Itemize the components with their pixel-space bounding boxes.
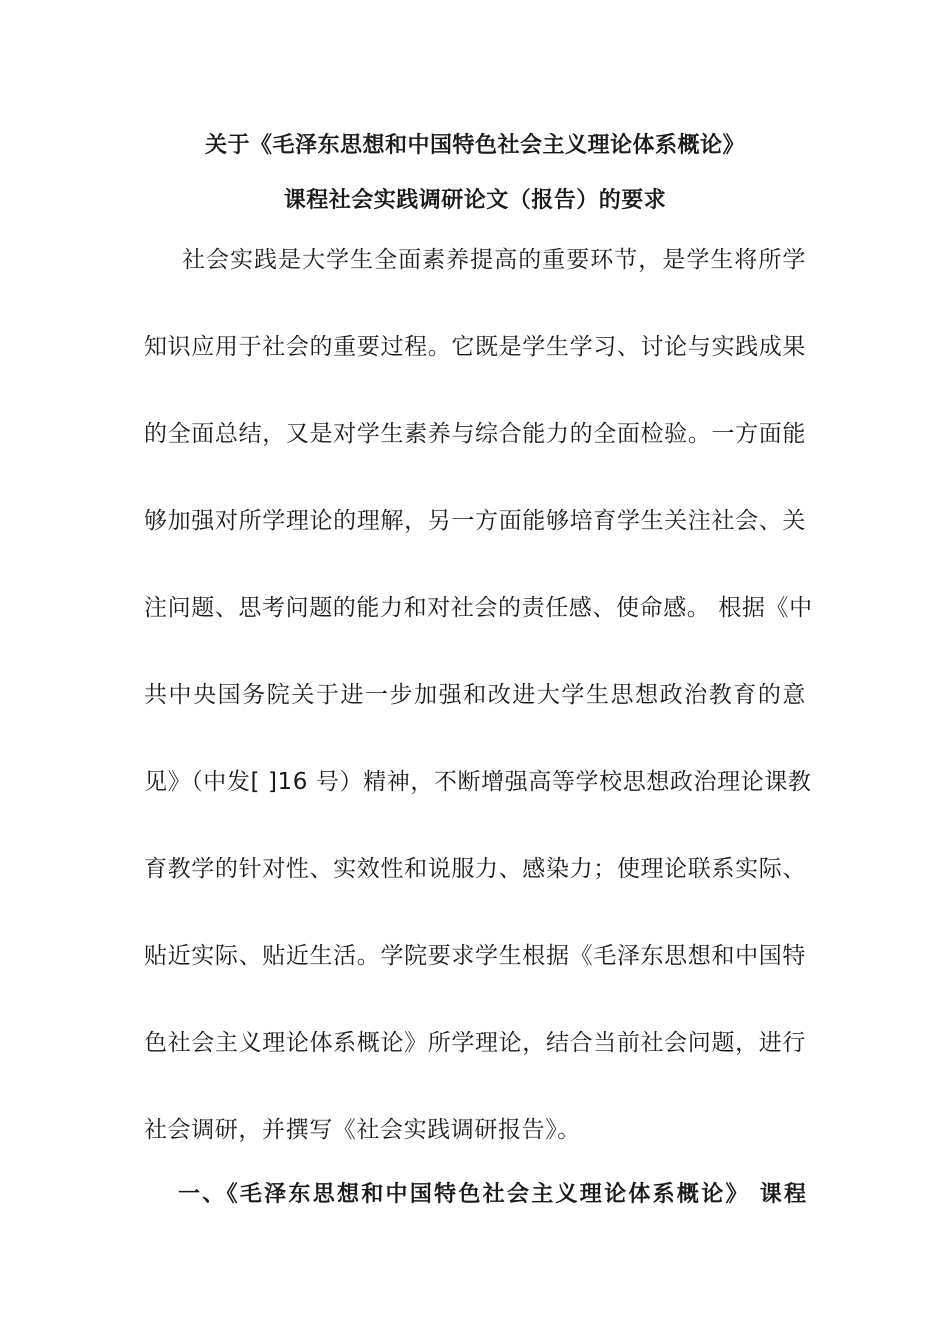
document-title-line-1: 关于《毛泽东思想和中国特色社会主义理论体系概论》: [204, 133, 745, 158]
paragraph-line: 知识应用于社会的重要过程。它既是学生学习、讨论与实践成果: [144, 334, 806, 360]
document-title-line-2: 课程社会实践调研论文（报告）的要求: [283, 188, 667, 213]
paragraph-line: 社会调研，并撰写《社会实践调研报告》。: [144, 1117, 581, 1143]
section-heading: 一、《毛泽东思想和中国特色社会主义理论体系概论》 课程: [178, 1182, 806, 1207]
paragraph-line: 社会实践是大学生全面素养提高的重要环节，是学生将所学: [182, 247, 806, 273]
paragraph-line: 见》（中发[ ]16 号）精神，不断增强高等学校思想政治理论课教: [144, 769, 812, 795]
paragraph-line: 够加强对所学理论的理解，另一方面能够培育学生关注社会、关: [144, 508, 806, 534]
paragraph-line: 的全面总结，又是对学生素养与综合能力的全面检验。一方面能: [144, 421, 806, 447]
paragraph-line: 贴近实际、贴近生活。学院要求学生根据《毛泽东思想和中国特: [144, 943, 806, 969]
paragraph-line: 注问题、思考问题的能力和对社会的责任感、使命感。 根据《中: [144, 595, 813, 621]
paragraph-line: 共中央国务院关于进一步加强和改进大学生思想政治教育的意: [144, 682, 806, 708]
paragraph-line: 色社会主义理论体系概论》所学理论，结合当前社会问题，进行: [144, 1030, 806, 1056]
paragraph-line: 育教学的针对性、实效性和说服力、感染力；使理论联系实际、: [144, 856, 806, 882]
